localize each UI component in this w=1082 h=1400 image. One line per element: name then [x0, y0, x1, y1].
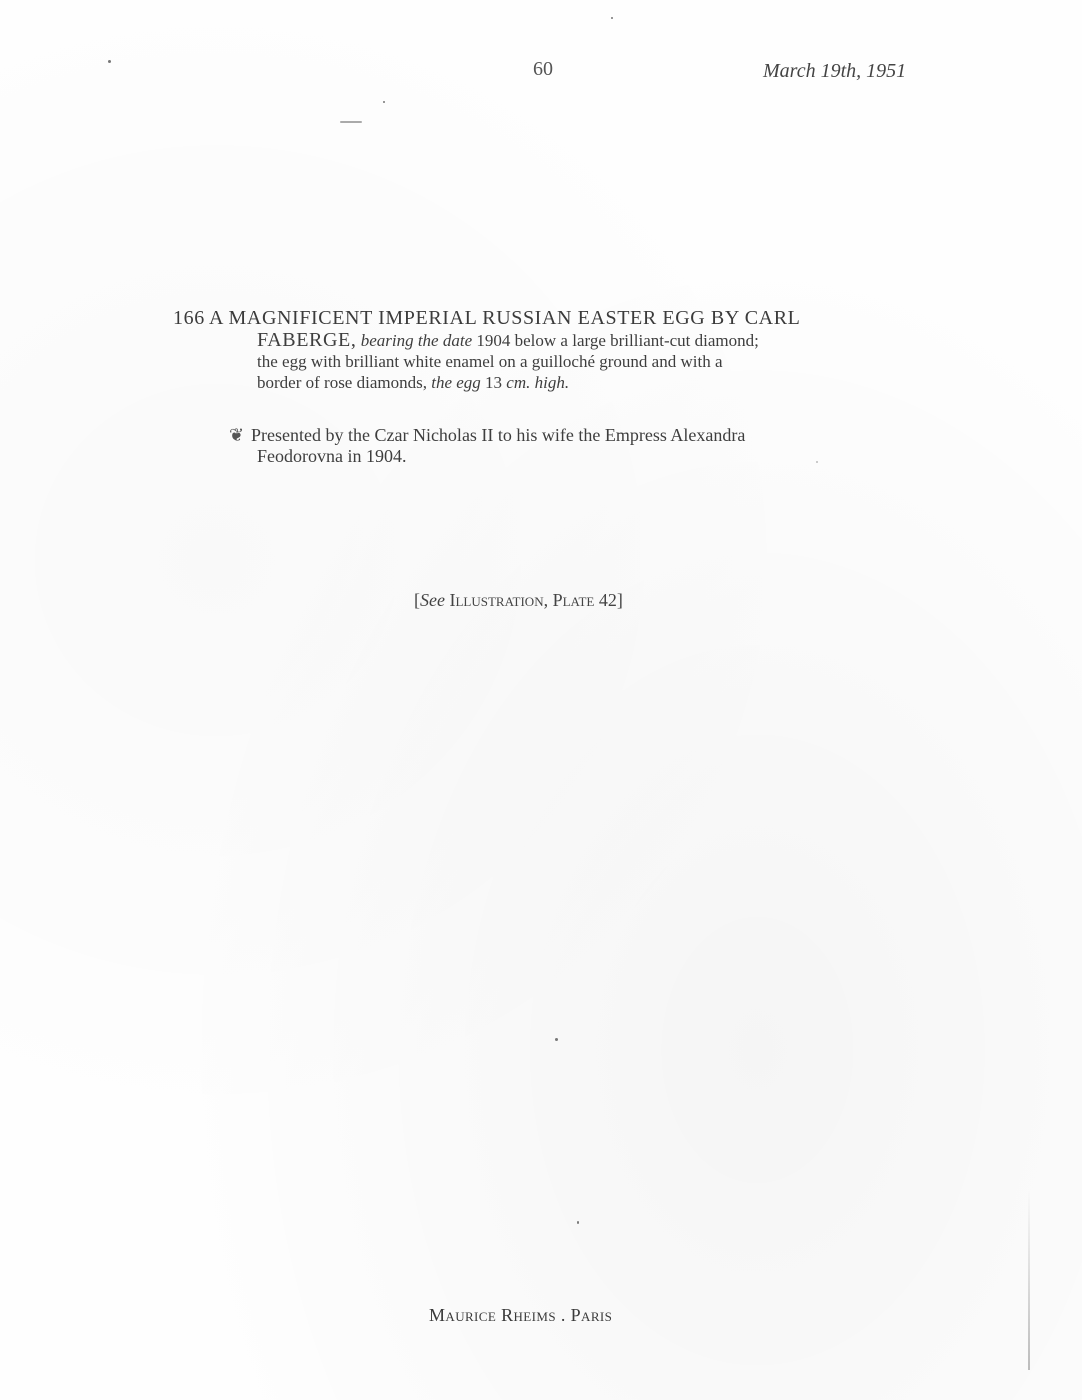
lot-date-phrase: bearing the date — [360, 331, 473, 350]
paper-speck — [611, 17, 613, 19]
lot-maker: FABERGE, — [257, 329, 357, 351]
lot-heading — [173, 306, 933, 330]
paper-speck — [555, 1038, 558, 1041]
lot-description-line-2: the egg with brilliant white enamel on a guilloché ground and with a — [257, 352, 723, 371]
lot-entry — [173, 306, 933, 393]
provenance-line-1 — [229, 425, 929, 446]
lot-date-text: 1904 below a large brilliant-cut diamond; — [476, 331, 759, 350]
plate-reference-close-bracket: ] — [616, 590, 623, 610]
lot-dimension-label: the egg — [431, 373, 481, 392]
paper-speck — [383, 101, 385, 103]
sale-date: March 19th, 1951 — [763, 60, 907, 82]
lot-dimension-value: 13 — [485, 373, 503, 392]
plate-reference-see: See — [420, 590, 445, 610]
paper-edge-shadow — [1028, 1190, 1030, 1370]
paper-speck — [108, 60, 111, 63]
paper-speck — [816, 461, 818, 463]
publisher-footer: Maurice Rheims . Paris — [429, 1305, 613, 1325]
provenance-note — [229, 425, 929, 467]
lot-border-text: border of rose diamonds, — [257, 373, 427, 392]
plate-reference — [414, 590, 623, 611]
lot-description — [257, 330, 897, 393]
plate-reference-open-bracket: [ — [414, 590, 420, 610]
provenance-line-2: Feodorovna in 1904. — [257, 446, 407, 466]
fleuron-icon: ❦ — [229, 425, 245, 445]
lot-dimension-unit: cm. high. — [506, 373, 570, 392]
paper-speck — [340, 121, 362, 123]
provenance-text-1: Presented by the Czar Nicholas II to his wife the Empress Alexandra — [251, 425, 746, 445]
lot-description-line-3 — [257, 372, 897, 393]
lot-description-line-1 — [257, 330, 897, 351]
lot-number: 166 — [173, 307, 205, 329]
plate-reference-illustration: Illustration, — [449, 590, 549, 610]
paper-speck — [577, 1221, 579, 1224]
lot-title: A MAGNIFICENT IMPERIAL RUSSIAN EASTER EGG BY CARL — [209, 307, 801, 329]
page-number: 60 — [533, 58, 553, 80]
plate-reference-plate: Plate 42 — [552, 590, 617, 610]
